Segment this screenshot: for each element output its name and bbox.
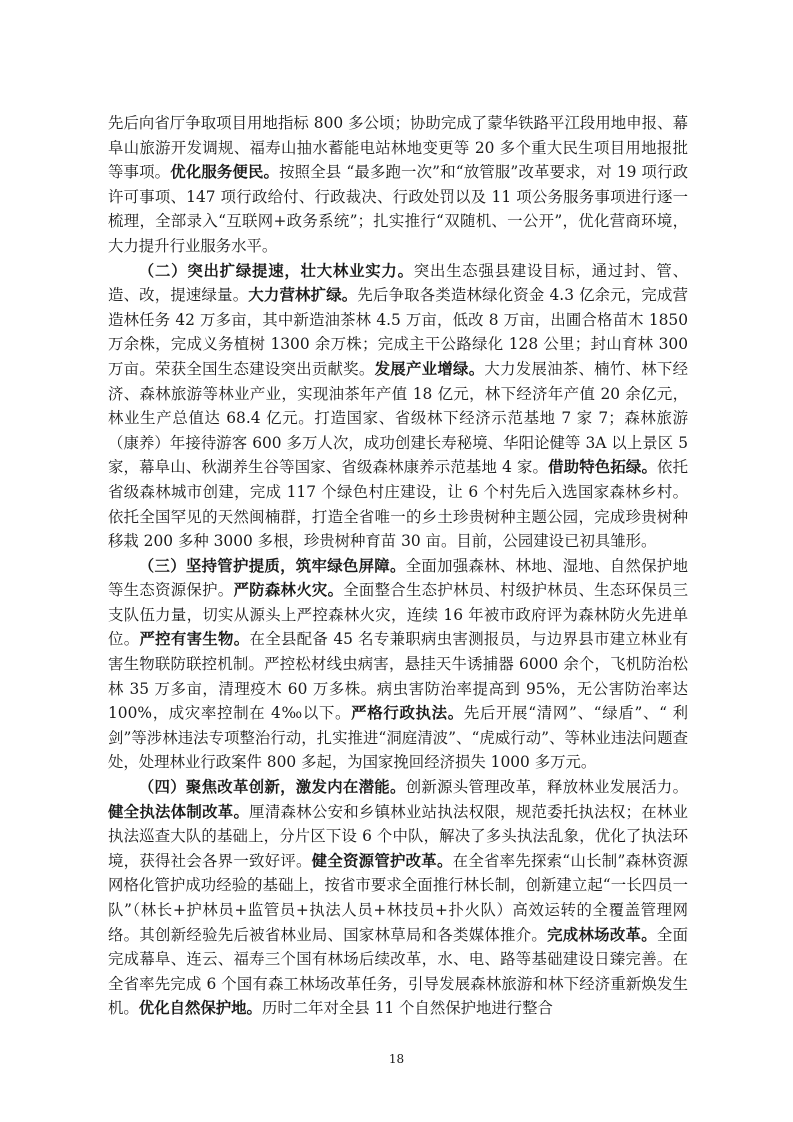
bold-heading-text: 借助特色拓绿。 (548, 458, 658, 477)
body-text: 按照全县 “最多跑一次”和“放管服”改革要求，对 19 项行政许可事项、147 项行政给付、行政裁决、行政处罚以及 11 项公务服务事项进行逐一梳理，全部录入“互联网+政务系统”；扎实推行“双随机、一公开”，优化营商环境，大力提升行业服务水平。 (108, 163, 688, 255)
body-text: 大力发展油茶、楠竹、林下经济、森林旅游等林业产业，实现油茶年产值 18 亿元，林下经济年产值 20 余亿元，林业生产总值达 68.4 亿元。打造国家、省级林下经济示范基地 7 家 7；森林旅游（康养）年接待游客 600 多万人次，成功创建长寿秘境、华阳论健等 3A 以上景区 5 家，幕阜山、秋湖养生谷等国家、省级森林康养示范基地 4 家。 (108, 359, 688, 477)
body-text: 在全省率先探索“山长制”森林资源网格化管护成功经验的基础上，按省市要求全面推行林长制，创新建立起“一长四员一队”（林长+护林员+监管员+执法人员+林技员+扑火队）高效运转的全覆盖管理网络。其创新经验先后被省林业局、国家林草局和各类媒体推介。 (108, 851, 688, 944)
paragraph (108, 111, 688, 259)
bold-heading-text: 优化自然保护地。 (138, 999, 262, 1018)
bold-heading-text: 严格行政执法。 (351, 704, 464, 723)
body-text: 全面加强森林、林地、湿地、自然保护地等生态资源保护。 (108, 556, 688, 600)
body-text: 在全县配备 45 名专兼职病虫害测报员，与边界县市建立林业有害生物联防联控机制。严控松材线虫病害，悬挂天牛诱捕器 6000 余个，飞机防治松林 35 万多亩，清理疫木 60 万多株。病虫害防治率提高到 95%，无公害防治率达 100%，成灾率控制在 4‰以下。 (108, 630, 688, 723)
body-text: 历时二年对全县 11 个自然保护地进行整合 (261, 999, 553, 1018)
page-number: 18 (388, 1052, 405, 1066)
bold-heading-text: 发展产业增绿。 (374, 359, 485, 378)
body-text: 突出生态强县建设目标，通过封、管、造、改，提速绿量。 (108, 261, 688, 305)
paragraph (108, 554, 688, 775)
body-text: 创新源头管理改革，释放林业发展活力。 (405, 778, 688, 797)
paragraph (108, 259, 688, 554)
body-text: 先后争取各类造林绿化资金 4.3 亿余元，完成营造林任务 42 万多亩，其中新造油茶林 4.5 万亩，低改 8 万亩，出圃合格苗木 1850 万余株，完成义务植树 1300 余万株；完成主干公路绿化 128 公里；封山育林 300 万亩。荣获全国生态建设突出贡献奖。 (108, 286, 688, 378)
document-body (108, 111, 688, 1021)
bold-heading-text: 健全资源管护改革。 (311, 851, 453, 870)
body-text: 厘清森林公安和乡镇林业站执法权限，规范委托执法权；在林业执法巡查大队的基础上，分片区下设 6 个中队，解决了多头执法乱象，优化了执法环境，获得社会各界一致好评。 (108, 802, 688, 870)
body-text: 依托省级森林城市创建，完成 117 个绿色村庄建设，让 6 个村先后入选国家森林乡村。依托全国罕见的天然闽楠群，打造全省唯一的乡土珍贵树种主题公园，完成珍贵树种移栽 200 多种 3000 多根，珍贵树种育苗 30 亩。目前，公园建设已初具雏形。 (108, 458, 688, 551)
bold-heading-text: （三）坚持管护提质，筑牢绿色屏障。 (138, 556, 406, 575)
bold-heading-text: （四）聚焦改革创新，激发内在潜能。 (138, 778, 406, 797)
paragraph (108, 775, 688, 1021)
bold-heading-text: （二）突出扩绿提速，壮大林业实力。 (138, 261, 414, 280)
bold-heading-text: 严防森林火灾。 (233, 581, 344, 600)
bold-heading-text: 健全执法体制改革。 (108, 802, 250, 821)
bold-heading-text: 严控有害生物。 (139, 630, 250, 649)
bold-heading-text: 完成林场改革。 (547, 925, 657, 944)
bold-heading-text: 优化服务便民。 (170, 163, 280, 182)
bold-heading-text: 大力营林扩绿。 (248, 286, 358, 305)
body-text: 先后向省厅争取项目用地指标 800 多公顷；协助完成了蒙华铁路平江段用地申报、幕阜山旅游开发调规、福寿山抽水蓄能电站林地变更等 20 多个重大民生项目用地报批等事项。 (108, 114, 688, 182)
body-text: 全面完成幕阜、连云、福寿三个国有林场后续改革，水、电、路等基础建设日臻完善。在全省率先完成 6 个国有森工林场改革任务，引导发展森林旅游和林下经济重新焕发生机。 (108, 925, 688, 1018)
body-text: 先后开展“清网”、“绿盾”、“ 利剑”等涉林违法专项整治行动，扎实推进“洞庭清波”、“虎威行动”、等林业违法问题查处，处理林业行政案件 800 多起，为国家挽回经济损失 1000 多万元。 (108, 704, 688, 772)
body-text: 全面整合生态护林员、村级护林员、生态环保员三支队伍力量，切实从源头上严控森林火灾，连续 16 年被市政府评为森林防火先进单位。 (108, 581, 688, 649)
